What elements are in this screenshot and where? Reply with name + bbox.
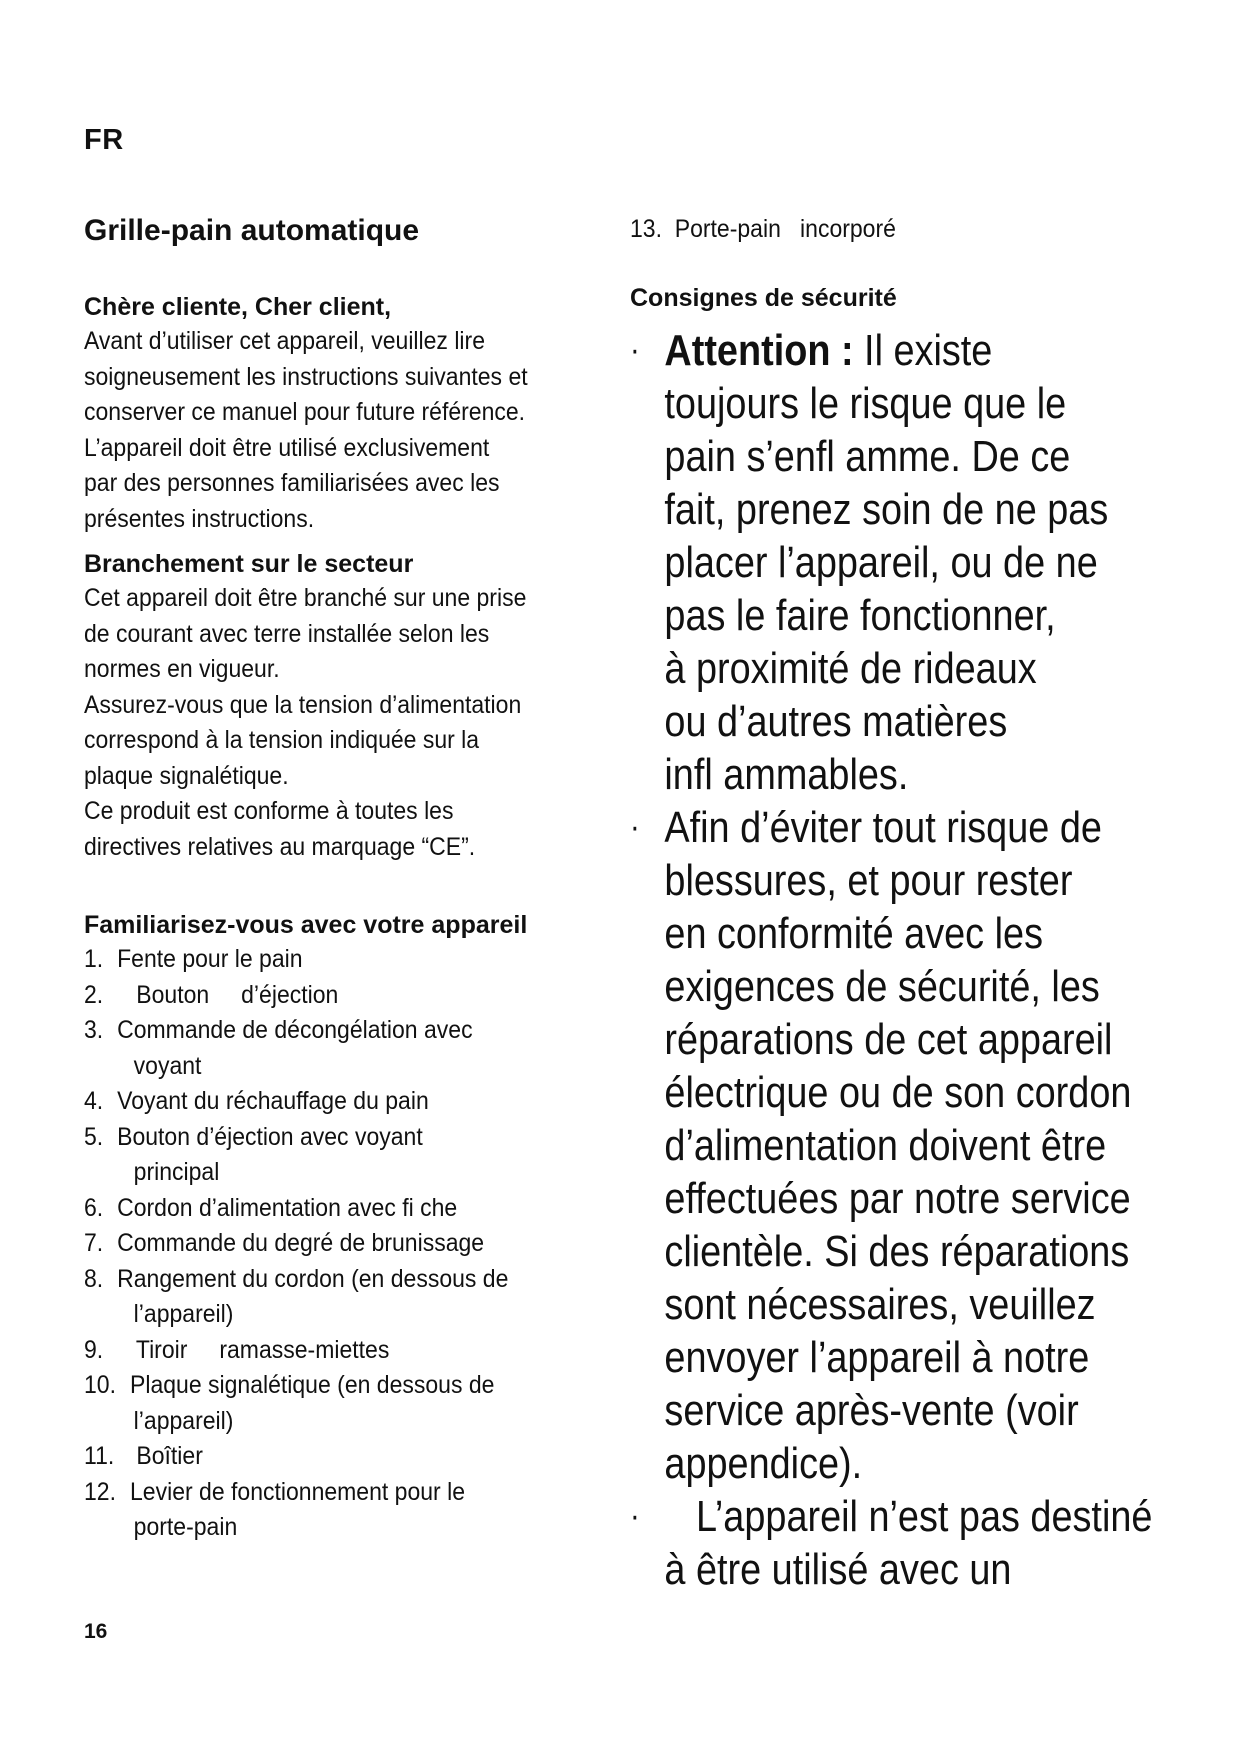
safety-list bbox=[630, 324, 1230, 1596]
list-item: 3. Commande de décongélation avec bbox=[84, 1016, 473, 1044]
mains-section bbox=[84, 547, 644, 865]
mains-line: Cet appareil doit être branché sur une prise bbox=[84, 584, 527, 612]
right-column bbox=[630, 212, 1190, 1594]
safety-bullet bbox=[630, 801, 1198, 1490]
greeting-paragraph bbox=[84, 324, 599, 537]
greeting-line: Avant d’utiliser cet appareil, veuillez lire bbox=[84, 327, 486, 355]
list-item: 5. Bouton d’éjection avec voyant bbox=[84, 1122, 423, 1151]
greeting-section bbox=[84, 290, 644, 537]
safety-line: L’appareil n’est pas destiné bbox=[664, 1492, 1153, 1541]
safety-line: sont nécessaires, veuillez bbox=[664, 1280, 1096, 1329]
list-item-continuation: l’appareil) bbox=[133, 1300, 234, 1328]
list-item: 13. Porte-pain incorporé bbox=[630, 215, 896, 243]
safety-bullet bbox=[630, 1490, 1198, 1596]
safety-line: effectuées par notre service bbox=[664, 1174, 1131, 1223]
list-item: 9. Tiroir ramasse-miettes bbox=[84, 1335, 390, 1364]
mains-line: Ce produit est conforme à toutes les bbox=[84, 797, 454, 825]
mains-line: correspond à la tension indiquée sur la bbox=[84, 726, 480, 754]
list-item: 2. Bouton d’éjection bbox=[84, 980, 339, 1009]
mains-line: plaque signalétique. bbox=[84, 761, 289, 790]
list-item-continuation: principal bbox=[133, 1158, 220, 1186]
list-item: 8. Rangement du cordon (en dessous de bbox=[84, 1264, 509, 1293]
document-title: Grille-pain automatique bbox=[84, 214, 420, 247]
safety-line: ou d’autres matières bbox=[664, 697, 1008, 746]
safety-line: à proximité de rideaux bbox=[664, 644, 1037, 693]
safety-bullet bbox=[630, 324, 1198, 801]
features-heading: Familiarisez-vous avec votre appareil bbox=[84, 911, 528, 939]
features-section bbox=[84, 908, 644, 1546]
greeting-line: par des personnes familiarisées avec les bbox=[84, 469, 500, 497]
bullet-icon: · bbox=[630, 808, 640, 846]
safety-line: fait, prenez soin de ne pas bbox=[664, 485, 1109, 534]
greeting-line: conserver ce manuel pour future référence. bbox=[84, 398, 526, 426]
safety-line: pain s’enfl amme. De ce bbox=[664, 432, 1071, 481]
safety-line: Il existe bbox=[853, 326, 993, 375]
list-item: 4. Voyant du réchauffage du pain bbox=[84, 1087, 429, 1115]
list-item: 10. Plaque signalétique (en dessous de bbox=[84, 1371, 495, 1399]
list-item: 7. Commande du degré de brunissage bbox=[84, 1229, 485, 1257]
safety-line: service après-vente (voir bbox=[664, 1386, 1079, 1435]
left-column bbox=[84, 212, 604, 1541]
list-item-continuation: porte-pain bbox=[133, 1513, 238, 1541]
safety-line: réparations de cet appareil bbox=[664, 1015, 1113, 1064]
safety-line: toujours le risque que le bbox=[664, 379, 1067, 428]
bullet-icon: · bbox=[630, 1497, 640, 1535]
safety-line: électrique ou de son cordon bbox=[664, 1068, 1132, 1117]
safety-line: appendice). bbox=[664, 1439, 863, 1488]
safety-line: infl ammables. bbox=[664, 750, 909, 799]
greeting-line: soigneusement les instructions suivantes et bbox=[84, 362, 528, 391]
safety-line: pas le faire fonctionner, bbox=[664, 591, 1056, 640]
language-code: FR bbox=[84, 124, 124, 156]
list-item-continuation: l’appareil) bbox=[133, 1406, 234, 1435]
features-list bbox=[84, 942, 644, 1546]
safety-line: clientèle. Si des réparations bbox=[664, 1227, 1130, 1276]
safety-line: en conformité avec les bbox=[664, 909, 1043, 958]
list-item-continuation: voyant bbox=[133, 1051, 202, 1080]
mains-line: Assurez-vous que la tension d’alimentation bbox=[84, 690, 522, 719]
list-item: 6. Cordon d’alimentation avec fi che bbox=[84, 1193, 458, 1222]
safety-line: placer l’appareil, ou de ne bbox=[664, 538, 1098, 587]
safety-line: envoyer l’appareil à notre bbox=[664, 1333, 1090, 1382]
safety-heading: Consignes de sécurité bbox=[630, 284, 897, 312]
greeting-line: L’appareil doit être utilisé exclusivement bbox=[84, 433, 490, 462]
mains-line: de courant avec terre installée selon les bbox=[84, 619, 490, 648]
safety-line: blessures, et pour rester bbox=[664, 856, 1073, 905]
list-item: 11. Boîtier bbox=[84, 1442, 203, 1470]
mains-heading: Branchement sur le secteur bbox=[84, 550, 414, 578]
mains-line: normes en vigueur. bbox=[84, 655, 280, 683]
mains-paragraph bbox=[84, 581, 599, 865]
bullet-icon: · bbox=[630, 331, 640, 369]
safety-line: exigences de sécurité, les bbox=[664, 962, 1100, 1011]
page-number: 16 bbox=[84, 1620, 108, 1643]
list-item: 12. Levier de fonctionnement pour le bbox=[84, 1477, 465, 1506]
warning-lead: Attention : bbox=[664, 326, 854, 375]
greeting-line: présentes instructions. bbox=[84, 504, 315, 533]
safety-line: d’alimentation doivent être bbox=[664, 1121, 1107, 1170]
list-item: 1. Fente pour le pain bbox=[84, 945, 303, 973]
safety-line: à être utilisé avec un bbox=[664, 1545, 1012, 1594]
mains-line: directives relatives au marquage “CE”. bbox=[84, 832, 476, 861]
greeting-heading: Chère cliente, Cher client, bbox=[84, 293, 392, 321]
safety-line: Afin d’éviter tout risque de bbox=[664, 803, 1102, 852]
